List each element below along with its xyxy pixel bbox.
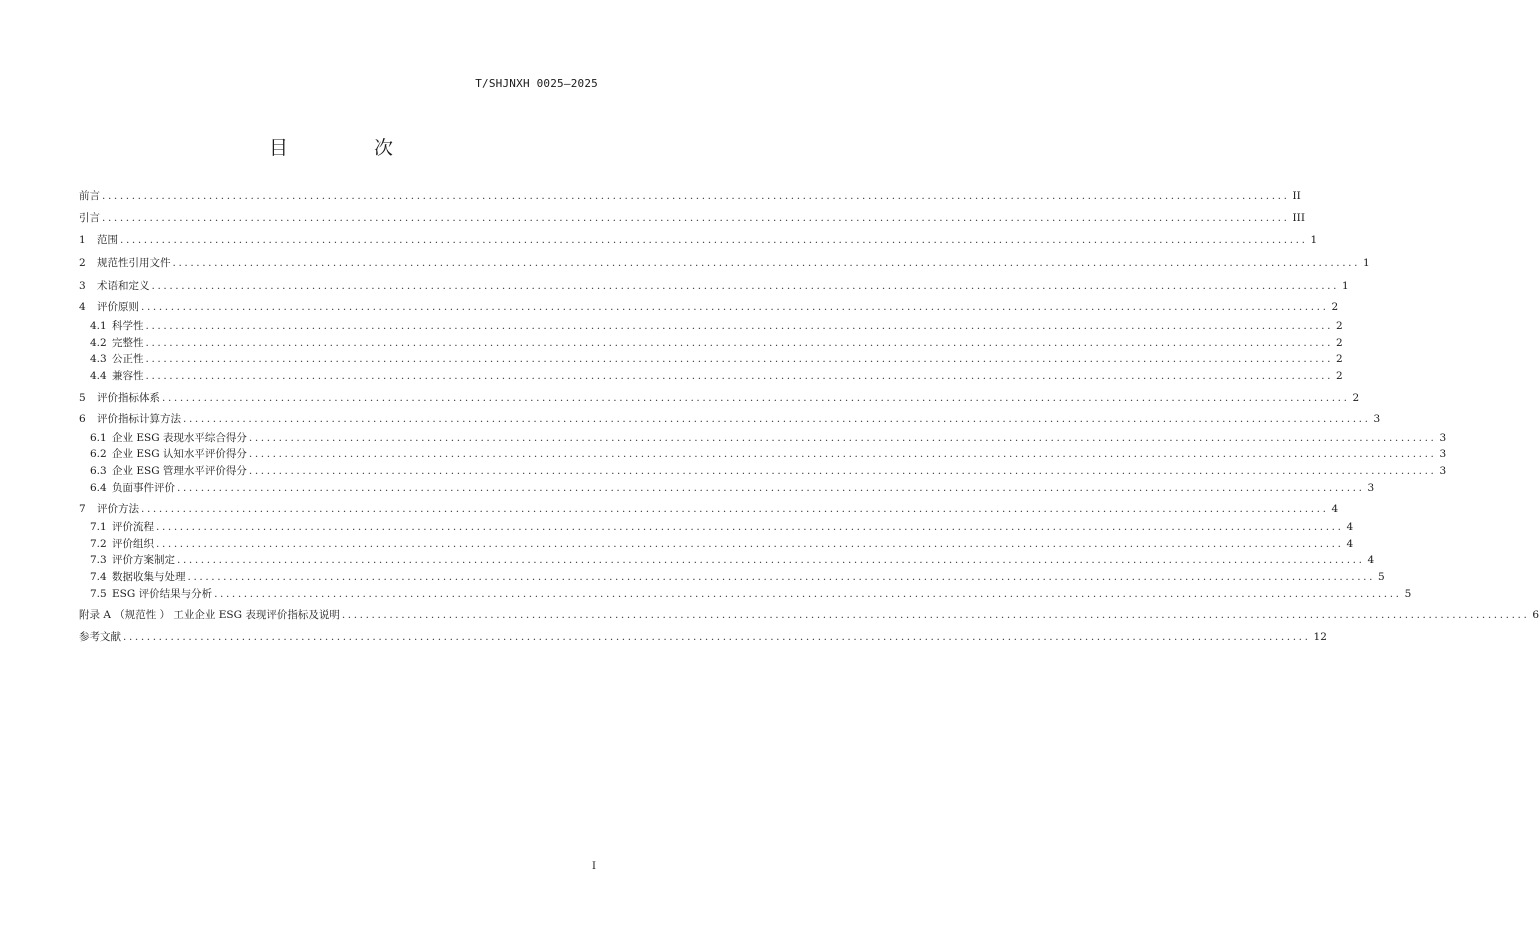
toc-entry-page: 2 [1352, 392, 1360, 404]
toc-leader-dots: ........................................................................................................................................................................................................ [187, 571, 1376, 583]
toc-leader-dots: ........................................................................................................................................................................................................ [145, 370, 1334, 382]
toc-entry-number: 7 [79, 503, 86, 515]
toc-entry-number: 7.4 [90, 571, 107, 583]
toc-entry-label [90, 569, 188, 585]
toc-entry-text: 评价方法 [97, 503, 139, 515]
toc-entry-text: 参考文献 [79, 631, 121, 643]
toc-entry[interactable] [79, 629, 1327, 645]
toc-entry-page: 5 [1378, 571, 1385, 583]
toc-entry-page: 2 [1331, 301, 1339, 313]
toc-entry-text: 评价流程 [112, 521, 154, 533]
toc-leader-dots: ........................................................................................................................................................................................................ [151, 280, 1340, 292]
toc-entry-label [90, 586, 214, 602]
toc-leader-dots: ........................................................................................................................................................................................................ [102, 212, 1290, 224]
toc-entry-label [90, 519, 156, 535]
toc-leader-dots: ........................................................................................................................................................................................................ [102, 190, 1290, 202]
toc-leader-dots: ........................................................................................................................................................................................................ [172, 257, 1361, 269]
toc-entry-text: 引言 [79, 212, 100, 224]
toc-entry-number: 7.2 [90, 538, 107, 550]
toc-entry-text: 完整性 [112, 337, 144, 349]
toc-leader-dots: ........................................................................................................................................................................................................ [141, 503, 1329, 515]
toc-entry-page: 3 [1439, 448, 1447, 460]
document-id: T/SHJNXH 0025—2025 [475, 77, 598, 90]
toc-entry-label [79, 390, 162, 406]
toc-entry[interactable] [79, 278, 1349, 294]
toc-entry-number: 6 [79, 413, 86, 425]
toc-entry-text: 负面事件评价 [112, 482, 175, 494]
toc-entry-label [90, 552, 177, 568]
toc-entry-label [90, 536, 156, 552]
toc-entry[interactable] [79, 299, 1339, 315]
toc-entry-page: 1 [1363, 257, 1370, 269]
toc-entry-label [90, 351, 146, 367]
toc-leader-dots: ........................................................................................................................................................................................................ [183, 413, 1371, 425]
toc-leader-dots: ........................................................................................................................................................................................................ [145, 320, 1334, 332]
toc-entry-label [79, 607, 342, 623]
toc-entry-page: 4 [1331, 503, 1339, 515]
toc-leader-dots: ........................................................................................................................................................................................................ [177, 554, 1365, 566]
toc-entry[interactable] [90, 318, 1343, 334]
toc-entry-page: III [1292, 212, 1305, 224]
toc-entry-label [79, 232, 120, 248]
page-number: I [592, 861, 596, 872]
toc-leader-dots: ........................................................................................................................................................................................................ [120, 234, 1308, 246]
toc-entry-text: ESG 评价结果与分析 [112, 588, 213, 600]
toc-entry-text: 企业 ESG 认知水平评价得分 [112, 448, 247, 460]
toc-entry[interactable] [79, 210, 1305, 226]
toc-entry-label [90, 463, 249, 479]
toc-leader-dots: ........................................................................................................................................................................................................ [248, 465, 1437, 477]
toc-leader-dots: ........................................................................................................................................................................................................ [162, 392, 1350, 404]
toc-entry[interactable] [90, 586, 1412, 602]
toc-leader-dots: ........................................................................................................................................................................................................ [248, 448, 1437, 460]
toc-entry[interactable] [90, 430, 1447, 446]
toc-entry-number: 7.5 [90, 588, 107, 600]
toc-entry-label [90, 318, 146, 334]
toc-entry-label [79, 188, 102, 204]
toc-entry-page: 1 [1310, 234, 1318, 246]
toc-entry-text: 评价指标体系 [97, 392, 160, 404]
toc-leader-dots: ........................................................................................................................................................................................................ [156, 521, 1344, 533]
toc-entry[interactable] [90, 480, 1375, 496]
toc-entry-label [79, 411, 183, 427]
toc-leader-dots: ........................................................................................................................................................................................................ [141, 301, 1329, 313]
toc-leader-dots: ........................................................................................................................................................................................................ [145, 353, 1334, 365]
toc-entry-number: 4.3 [90, 353, 107, 365]
toc-entry-text: 科学性 [112, 320, 144, 332]
toc-entry-text: 范围 [97, 234, 118, 246]
toc-entry-text: 评价方案制定 [112, 554, 175, 566]
toc-entry-text: 评价组织 [112, 538, 154, 550]
toc-leader-dots: ........................................................................................................................................................................................................ [214, 588, 1402, 600]
toc-entry-label [90, 480, 177, 496]
toc-entry[interactable] [79, 188, 1301, 204]
toc-entry-text: 企业 ESG 表现水平综合得分 [112, 432, 247, 444]
toc-entry-page: 2 [1336, 353, 1343, 365]
toc-entry-text: 企业 ESG 管理水平评价得分 [112, 465, 247, 477]
toc-entry-number: 4.1 [90, 320, 107, 332]
toc-entry[interactable] [90, 446, 1447, 462]
toc-entry-number: 7.3 [90, 554, 107, 566]
toc-entry-number: 3 [79, 280, 86, 292]
toc-entry-text: 术语和定义 [97, 280, 150, 292]
toc-entry-label [79, 210, 102, 226]
toc-entry-page: 2 [1336, 337, 1343, 349]
toc-entry-page: 1 [1342, 280, 1349, 292]
toc-entry-text: 评价原则 [97, 301, 139, 313]
toc-entry-page: 3 [1367, 482, 1375, 494]
toc-entry-number: 2 [79, 257, 86, 269]
toc-entry-label [90, 446, 249, 462]
page-title: 目 次 [268, 137, 434, 159]
toc-entry-label [79, 629, 123, 645]
toc-entry-text: 公正性 [112, 353, 144, 365]
toc-entry-text: 评价指标计算方法 [97, 413, 181, 425]
toc-entry[interactable] [90, 351, 1343, 367]
toc-entry-text: 兼容性 [112, 370, 144, 382]
toc-leader-dots: ........................................................................................................................................................................................................ [145, 337, 1334, 349]
toc-entry-number: 6.4 [90, 482, 107, 494]
toc-entry-page: 2 [1336, 370, 1343, 382]
toc-entry-number: 6.2 [90, 448, 107, 460]
toc-entry-page: 5 [1404, 588, 1412, 600]
toc-leader-dots: ........................................................................................................................................................................................................ [248, 432, 1437, 444]
toc-entry-page: 3 [1373, 413, 1381, 425]
toc-entry-page: 6 [1532, 609, 1539, 621]
toc-entry-page: 2 [1336, 320, 1343, 332]
toc-entry-text: 规范性引用文件 [97, 257, 171, 269]
toc-entry-label [90, 335, 146, 351]
toc-entry-label [90, 368, 146, 384]
toc-entry-page: 4 [1367, 554, 1375, 566]
toc-entry[interactable] [90, 569, 1385, 585]
toc-entry-label [79, 255, 173, 271]
toc-entry-page: 4 [1346, 521, 1354, 533]
toc-entry[interactable] [79, 255, 1370, 271]
toc-entry[interactable] [90, 463, 1447, 479]
toc-entry-label [90, 430, 249, 446]
toc-entry-number: 4 [79, 301, 86, 313]
toc-entry-number: 6.1 [90, 432, 107, 444]
toc-entry-text: 前言 [79, 190, 100, 202]
toc-entry-text: 附录 A （规范性 ） 工业企业 ESG 表现评价指标及说明 [79, 609, 340, 621]
toc-entry[interactable] [79, 501, 1339, 517]
toc-entry-number: 6.3 [90, 465, 107, 477]
toc-entry[interactable] [90, 536, 1354, 552]
toc-leader-dots: ........................................................................................................................................................................................................ [341, 609, 1530, 621]
toc-entry-label [79, 299, 141, 315]
toc-entry-text: 数据收集与处理 [112, 571, 186, 583]
toc-entry-number: 1 [79, 234, 86, 246]
toc-entry-number: 4.2 [90, 337, 107, 349]
toc-entry[interactable] [79, 607, 1539, 623]
toc-entry[interactable] [90, 335, 1343, 351]
toc-entry-page: 4 [1346, 538, 1354, 550]
toc-entry[interactable] [79, 390, 1360, 406]
toc-leader-dots: ........................................................................................................................................................................................................ [177, 482, 1365, 494]
toc-entry[interactable] [79, 411, 1381, 427]
toc-entry-page: 3 [1439, 465, 1447, 477]
toc-entry-number: 4.4 [90, 370, 107, 382]
toc-entry[interactable] [90, 552, 1375, 568]
toc-entry-page: 12 [1313, 631, 1327, 643]
toc-leader-dots: ........................................................................................................................................................................................................ [123, 631, 1311, 643]
toc-entry-number: 5 [79, 392, 86, 404]
toc-entry[interactable] [90, 519, 1354, 535]
toc-entry[interactable] [79, 232, 1318, 248]
toc-entry-page: II [1292, 190, 1301, 202]
toc-entry-number: 7.1 [90, 521, 107, 533]
toc-entry-label [79, 278, 152, 294]
toc-entry-label [79, 501, 141, 517]
toc-leader-dots: ........................................................................................................................................................................................................ [156, 538, 1344, 550]
toc-entry[interactable] [90, 368, 1343, 384]
toc-entry-page: 3 [1439, 432, 1447, 444]
